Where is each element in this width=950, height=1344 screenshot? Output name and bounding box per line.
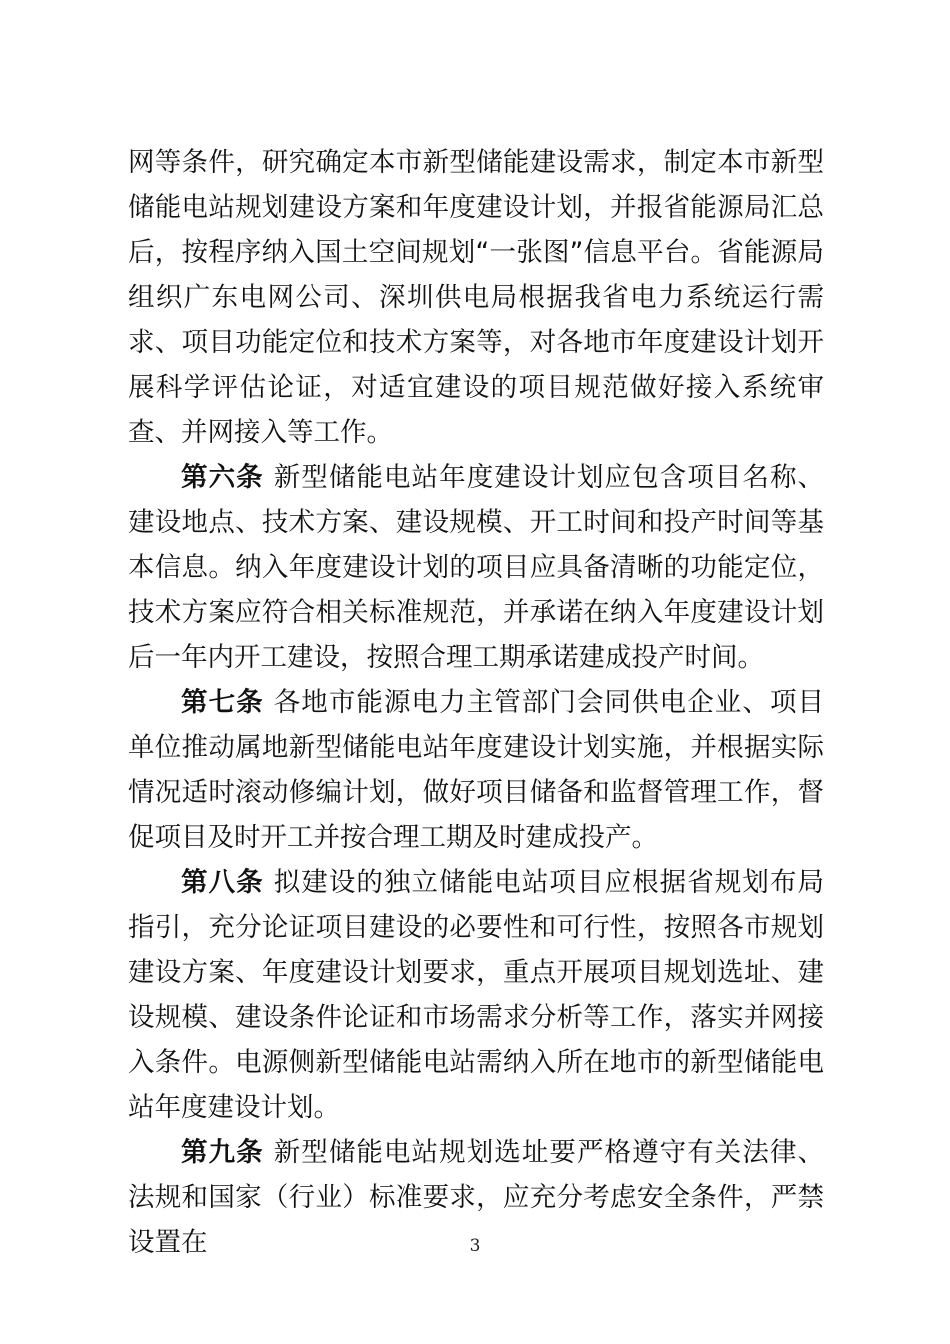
- paragraph-article-7: [128, 680, 824, 860]
- article-title: 第九条: [181, 1137, 264, 1168]
- paragraph-article-6: [128, 455, 824, 680]
- paragraph-continued: [128, 140, 824, 455]
- article-title: 第七条: [181, 687, 264, 718]
- paragraph-text: 新型储能电站规划选址要严格遵守有关法律、法规和国家（行业）标准要求，应充分考虑安全条件，严禁设置在: [128, 1137, 825, 1258]
- paragraph-text: 拟建设的独立储能电站项目应根据省规划布局指引，充分论证项目建设的必要性和可行性，按照各市规划建设方案、年度建设计划要求，重点开展项目规划选址、建设规模、建设条件论证和市场需求分析等工作，落实并网接入条件。电源侧新型储能电站需纳入所在地市的新型储能电站年度建设计划。: [128, 867, 825, 1123]
- page-number: 3: [469, 1236, 481, 1256]
- document-body: [128, 140, 824, 1265]
- paragraph-article-8: [128, 860, 824, 1130]
- paragraph-text: 新型储能电站年度建设计划应包含项目名称、建设地点、技术方案、建设规模、开工时间和投产时间等基本信息。纳入年度建设计划的项目应具备清晰的功能定位，技术方案应符合相关标准规范，并承诺在纳入年度建设计划后一年内开工建设，按照合理工期承诺建成投产时间。: [128, 462, 825, 673]
- article-title: 第六条: [181, 462, 264, 493]
- paragraph-text: 各地市能源电力主管部门会同供电企业、项目单位推动属地新型储能电站年度建设计划实施，并根据实际情况适时滚动修编计划，做好项目储备和监督管理工作，督促项目及时开工并按合理工期及时建成投产。: [128, 687, 825, 853]
- paragraph-text: 网等条件，研究确定本市新型储能建设需求，制定本市新型储能电站规划建设方案和年度建设计划，并报省能源局汇总后，按程序纳入国土空间规划“一张图”信息平台。省能源局组织广东电网公司、深圳供电局根据我省电力系统运行需求、项目功能定位和技术方案等，对各地市年度建设计划开展科学评估论证，对适宜建设的项目规范做好接入系统审查、并网接入等工作。: [128, 147, 824, 448]
- article-title: 第八条: [181, 867, 264, 898]
